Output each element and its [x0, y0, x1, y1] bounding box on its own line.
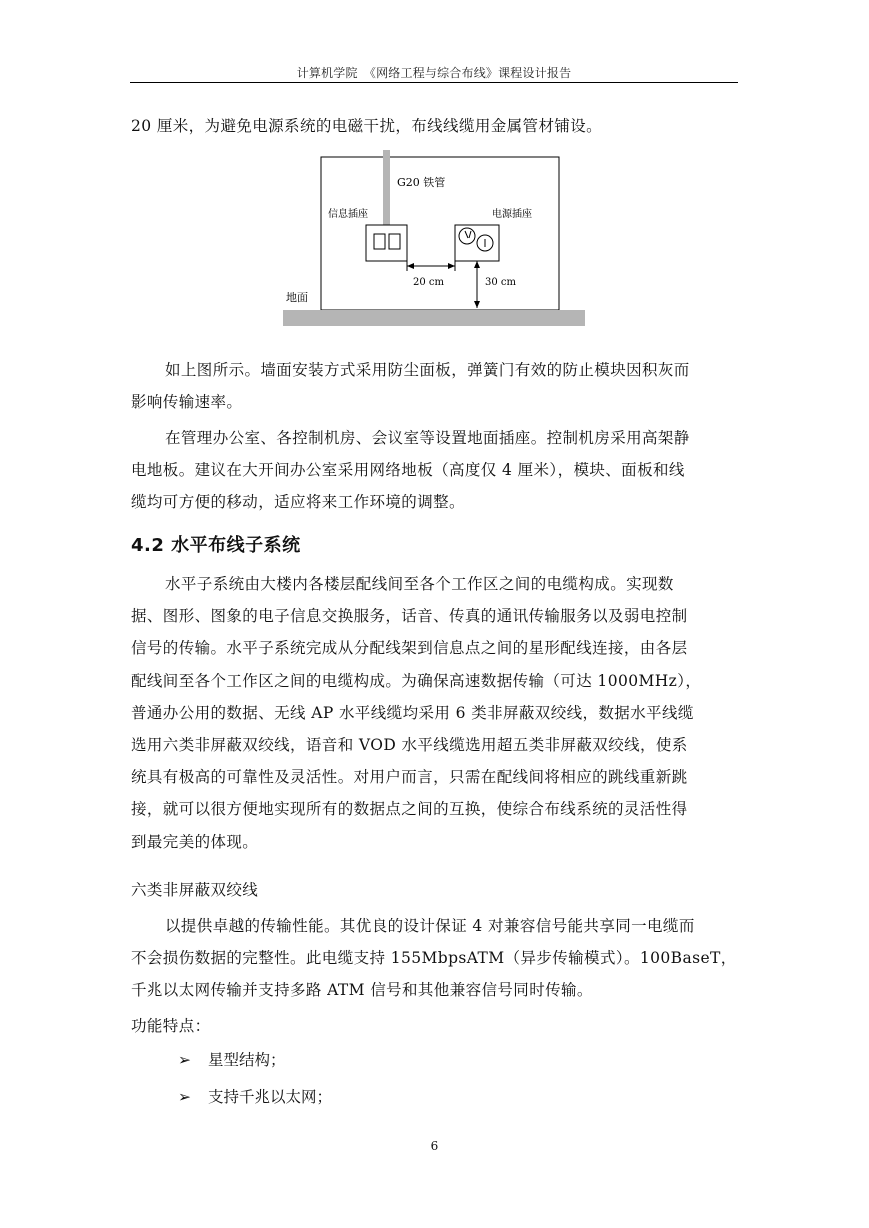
- arrow-bullet-icon: ➢: [178, 1088, 191, 1106]
- arrow-bullet-icon: ➢: [178, 1051, 191, 1069]
- paragraph-horizontal-subsystem: [131, 568, 739, 858]
- info-socket-panel: [366, 225, 407, 261]
- spacing-arrowhead-left: [407, 263, 414, 269]
- page-number: 6: [430, 1139, 439, 1153]
- paragraph-line: 据、图形、图象的电子信息交换服务，话音、传真的通讯传输服务以及弱电控制: [131, 607, 688, 626]
- paragraph-line: 普通办公用的数据、无线 AP 水平线缆均采用 6 类非屏蔽双绞线，数据水平线缆: [131, 703, 694, 722]
- height-label: 30 cm: [485, 277, 516, 288]
- paragraph-line: 水平子系统由大楼内各楼层配线间至各个工作区之间的电缆构成。实现数: [165, 575, 674, 593]
- paragraph-line: 不会损伤数据的完整性。此电缆支持 155MbpsATM（异步传输模式）。100BaseT，: [131, 949, 737, 968]
- section-title: 4.2 水平布线子系统: [131, 535, 301, 556]
- header-rule: [130, 82, 738, 83]
- subheading-text: 六类非屏蔽双绞线: [131, 881, 259, 899]
- spacing-label: 20 cm: [413, 277, 444, 288]
- info-port-right: [389, 234, 400, 249]
- paragraph-line: 20 厘米，为避免电源系统的电磁干扰，布线线缆用金属管材铺设。: [131, 117, 603, 135]
- page-header: 计算机学院 《网络工程与综合布线》课程设计报告: [296, 66, 572, 80]
- paragraph-line: 电地板。建议在大开间办公室采用网络地板（高度仅 4 厘米），模块、面板和线: [131, 461, 685, 480]
- intro-paragraph: [131, 110, 739, 142]
- paragraph-floor-sockets: [131, 422, 739, 519]
- paragraph-line: 信号的传输。水平子系统完成从分配线架到信息点之间的星形配线连接，由各层: [131, 639, 688, 658]
- power-socket-label: 电源插座: [492, 209, 532, 220]
- floor-label: 地面: [286, 291, 308, 304]
- info-socket-label: 信息插座: [328, 209, 368, 220]
- features-label: [131, 1010, 739, 1042]
- paragraph-line: 在管理办公室、各控制机房、会议室等设置地面插座。控制机房采用高架静: [165, 429, 690, 447]
- paragraph-line: 配线间至各个工作区之间的电缆构成。为确保高速数据传输（可达 1000MHz），: [131, 671, 702, 690]
- features-label-text: 功能特点：: [131, 1017, 211, 1035]
- paragraph-line: 选用六类非屏蔽双绞线，语音和 VOD 水平线缆选用超五类非屏蔽双绞线，使系: [131, 736, 688, 755]
- paragraph-line: 以提供卓越的传输性能。其优良的设计保证 4 对兼容信号能共享同一电缆而: [165, 917, 695, 935]
- height-arrowhead-bottom: [474, 301, 480, 308]
- paragraph-line: 到最完美的体现。: [131, 832, 259, 851]
- paragraph-line: 接，就可以很方便地实现所有的数据点之间的互换，使综合布线系统的灵活性得: [131, 800, 688, 819]
- paragraph-line: 缆均可方便的移动，适应将来工作环境的调整。: [131, 493, 465, 512]
- spacing-arrowhead-right: [448, 263, 455, 269]
- bullet-item: [178, 1085, 332, 1107]
- paragraph-cat6-cable: [131, 910, 739, 1007]
- bullet-text: 星型结构；: [208, 1051, 286, 1069]
- installation-diagram: [280, 150, 590, 330]
- subheading: [131, 874, 739, 906]
- paragraph-line: 影响传输速率。: [131, 393, 243, 412]
- paragraph-line: 千兆以太网传输并支持多路 ATM 信号和其他兼容信号同时传输。: [131, 981, 593, 1000]
- pipe-label: G20 铁管: [397, 176, 446, 189]
- paragraph-line: 统具有极高的可靠性及灵活性。对用户而言，只需在配线间将相应的跳线重新跳: [131, 768, 688, 787]
- paragraph-installation: [131, 354, 739, 418]
- height-arrowhead-top: [474, 261, 480, 268]
- floor-slab: [283, 310, 585, 326]
- bullet-text: 支持千兆以太网；: [208, 1088, 333, 1106]
- bullet-item: [178, 1048, 286, 1070]
- info-port-left: [374, 234, 385, 249]
- paragraph-line: 如上图所示。墙面安装方式采用防尘面板，弹簧门有效的防止模块因积灰而: [165, 361, 690, 379]
